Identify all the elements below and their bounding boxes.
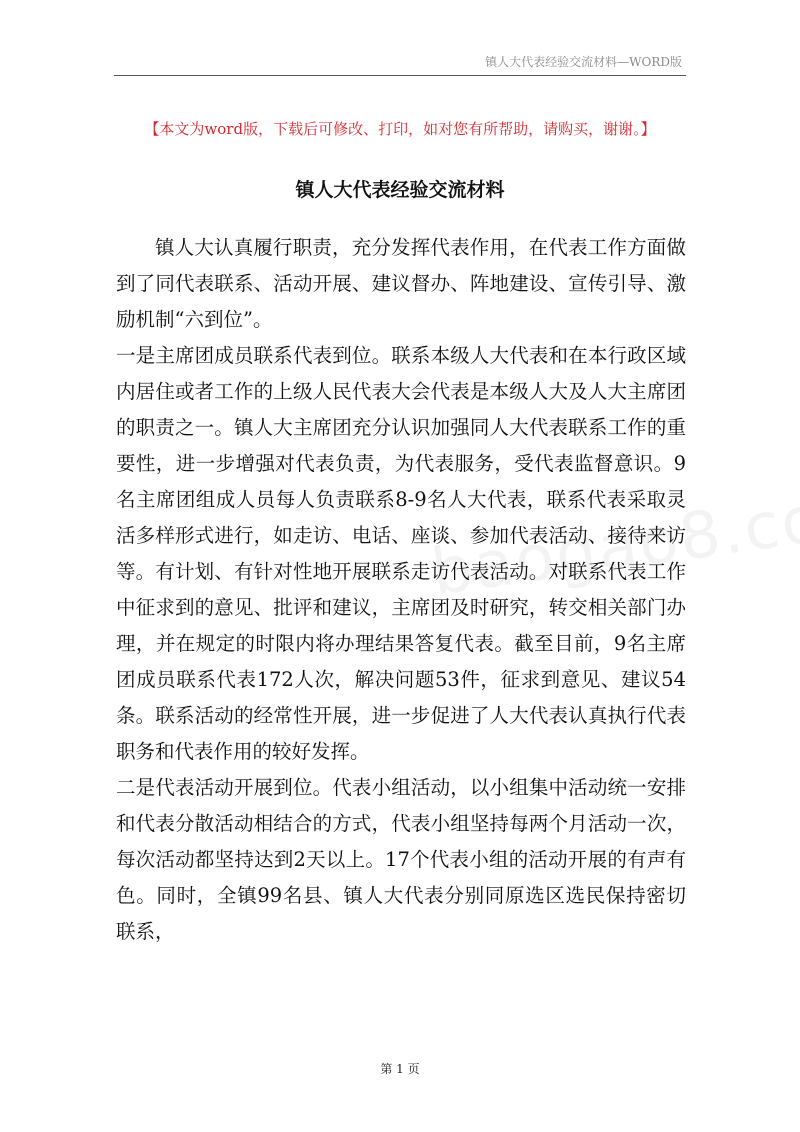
document-title: 镇人大代表经验交流材料 bbox=[295, 179, 505, 201]
paragraph-section-1: 一是主席团成员联系代表到位。联系本级人大代表和在本行政区域内居住或者工作的上级人民代表大会代表是本级人大及人大主席团的职责之一。镇人大主席团充分认识加强同人大代表联系工作的重要性，进一步增强对代表负责，为代表服务，受代表监督意识。9名主席团组成人员每人负责联系8-9名人大代表，联系代表采取灵活多样形式进行，如走访、电话、座谈、参加代表活动、接待来访等。有计划、有针对性地开展联系走访代表活动。对联系代表工作中征求到的意见、批评和建议，主席团及时研究，转交相关部门办理，并在规定的时限内将办理结果答复代表。截至目前，9名主席团成员联系代表172人次，解决问题53件，征求到意见、建议54条。联系活动的经常性开展，进一步促进了人大代表认真执行代表职务和代表作用的较好发挥。 bbox=[116, 344, 686, 763]
download-notice: 【本文为word版，下载后可修改、打印，如对您有所帮助，请购买，谢谢。】 bbox=[144, 120, 656, 138]
header-divider bbox=[114, 75, 686, 76]
paragraph-intro: 镇人大认真履行职责，充分发挥代表作用，在代表工作方面做到了同代表联系、活动开展、建议督办、阵地建设、宣传引导、激励机制“六到位”。 bbox=[116, 236, 686, 331]
running-header: 镇人大代表经验交流材料—WORD版 bbox=[485, 55, 682, 69]
page-number: 第 1 页 bbox=[380, 1062, 420, 1076]
paragraph-section-2: 二是代表活动开展到位。代表小组活动，以小组集中活动统一安排和代表分散活动相结合的方式，代表小组坚持每两个月活动一次，每次活动都坚持达到2天以上。17个代表小组的活动开展的有声有色。同时，全镇99名县、镇人大代表分别同原选区选民保持密切联系， bbox=[116, 776, 686, 943]
document-body bbox=[116, 230, 686, 950]
